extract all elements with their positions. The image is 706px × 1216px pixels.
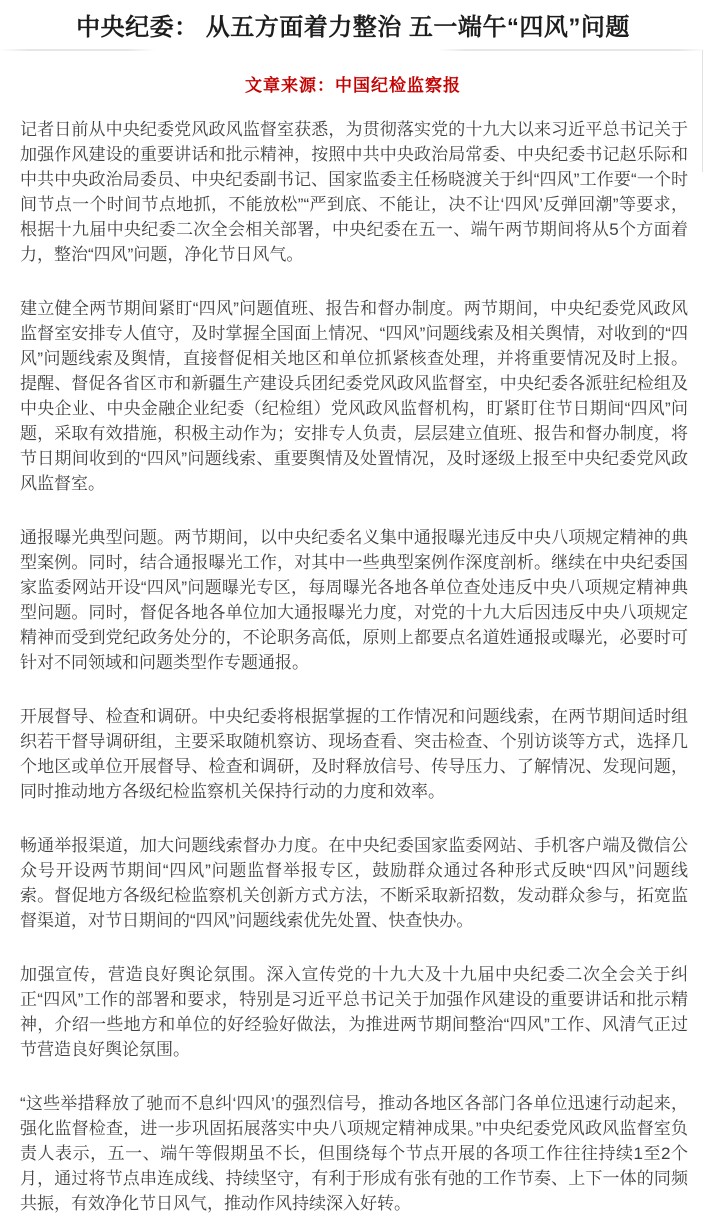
paragraph-1: 记者日前从中央纪委党风政风监督室获悉，为贯彻落实党的十九大以来习近平总书记关于加强作风建设的重要讲话和批示精神，按照中共中央政治局常委、中央纪委书记赵乐际和中共中央政治局委员、中央纪委副书记、国家监委主任杨晓渡关于纠“四风”工作要“一个时间节点一个时间节点地抓，不能放松”“严到底、不能让，决不让‘四风’反弹回潮”等要求，根据十九届中央纪委二次全会相关部署，中央纪委在五一、端午两节期间将从5个方面着力，整治“四风”问题，净化节日风气。 bbox=[20, 120, 688, 264]
article-title: 中央纪委： 从五方面着力整治 五一端午“四风”问题 bbox=[76, 14, 630, 41]
paragraph-5: 畅通举报渠道，加大问题线索督办力度。在中央纪委国家监委网站、手机客户端及微信公众号开设两节期间“四风”问题监督举报专区，鼓励群众通过各种形式反映“四风”问题线索。督促地方各级纪检监察机关创新方式方法，不断采取新招数，发动群众参与，拓宽监督渠道，对节日期间的“四风”问题线索优先处置、快查快办。 bbox=[20, 836, 688, 930]
right-edge-divider bbox=[702, 50, 703, 172]
article-body bbox=[0, 117, 706, 1216]
paragraph-2: 建立健全两节期间紧盯“四风”问题值班、报告和督办制度。两节期间，中央纪委党风政风监督室安排专人值守，及时掌握全国面上情况、“四风”问题线索及相关舆情，对收到的“四风”问题线索及舆情，直接督促相关地区和单位抓紧核查处理，并将重要情况及时上报。提醒、督促各省区市和新疆生产建设兵团纪委党风政风监督室，中央纪委各派驻纪检组及中央企业、中央金融企业纪委（纪检组）党风政风监督机构，盯紧盯住节日期间“四风”问题，采取有效措施，积极主动作为；安排专人负责，层层建立值班、报告和督办制度，将节日期间收到的“四风”问题线索、重要舆情及处置情况，及时逐级上报至中央纪委党风政风监督室。 bbox=[20, 299, 688, 493]
paragraph-7: “这些举措释放了驰而不息纠‘四风’的强烈信号，推动各地区各部门各单位迅速行动起来，强化监督检查，进一步巩固拓展落实中央八项规定精神成果。”中央纪委党风政风监督室负责人表示，五一、端午等假期虽不长，但围绕每个节点开展的各项工作往往持续1至2个月，通过将节点串连成线、持续坚守，有利于形成有张有弛的工作节奏、上下一体的同频共振，有效净化节日风气，推动作风持续深入好转。 bbox=[20, 1094, 688, 1213]
paragraph-3: 通报曝光典型问题。两节期间，以中央纪委名义集中通报曝光违反中央八项规定精神的典型案例。同时，结合通报曝光工作，对其中一些典型案例作深度剖析。继续在中央纪委国家监委网站开设“四风”问题曝光专区，每周曝光各地各单位查处违反中央八项规定精神典型问题。同时，督促各地各单位加大通报曝光力度，对党的十九大后因违反中央八项规定精神而受到党纪政务处分的，不论职务高低，原则上都要点名道姓通报或曝光，必要时可针对不同领域和问题类型作专题通报。 bbox=[20, 528, 688, 672]
title-divider bbox=[0, 49, 706, 51]
paragraph-6: 加强宣传，营造良好舆论氛围。深入宣传党的十九大及十九届中央纪委二次全会关于纠正“四风”工作的部署和要求，特别是习近平总书记关于加强作风建设的重要讲话和批示精神，介绍一些地方和单位的好经验好做法，为推进两节期间整治“四风”工作、风清气正过节营造良好舆论氛围。 bbox=[20, 965, 688, 1059]
article-source-line: 文章来源：中国纪检监察报 bbox=[245, 76, 461, 95]
paragraph-4: 开展督导、检查和调研。中央纪委将根据掌握的工作情况和问题线索，在两节期间适时组织若干督导调研组，主要采取随机察访、现场查看、突击检查、个别访谈等方式，选择几个地区或单位开展督导、检查和调研，及时释放信号、传导压力、了解情况、发现问题，同时推动地方各级纪检监察机关保持行动的力度和效率。 bbox=[20, 707, 688, 801]
